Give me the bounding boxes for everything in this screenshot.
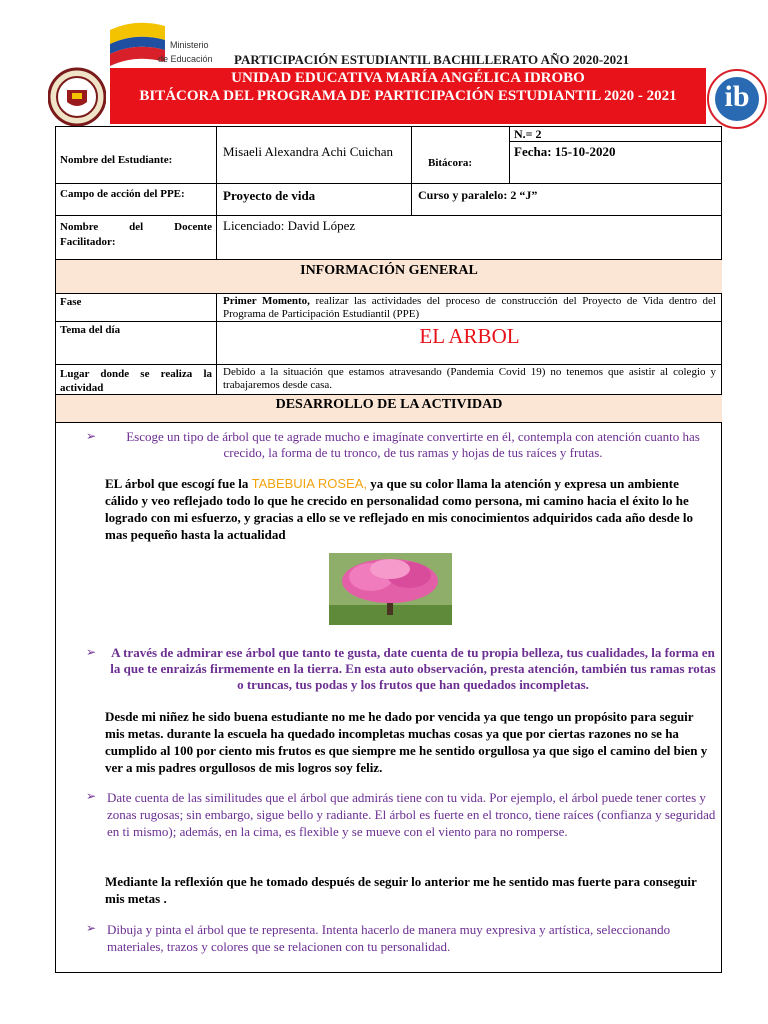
question-3 [86,789,716,840]
fase-value [217,294,722,322]
arrow-bullet-icon: ➢ [86,429,97,443]
arrow-bullet-icon: ➢ [86,645,97,659]
ib-logo-text: ib [724,80,750,113]
bitacora-date: Fecha: 15-10-2020 [510,142,722,184]
fase-label: Fase [56,294,217,322]
title-banner [110,68,706,124]
campo-value: Proyecto de vida [217,184,412,216]
top-title: PARTICIPACIÓN ESTUDIANTIL BACHILLERATO AÑO 2020-2021 [234,52,630,67]
pink-tree-photo [329,553,452,625]
answer-1-tree: TABEBUIA ROSEA, [251,476,367,491]
fase-bold: Primer Momento, [223,295,310,307]
arrow-bullet-icon: ➢ [86,921,97,935]
ministerio-text-1: Ministerio [170,40,209,50]
docente-label: Nombre del Docente Facilitador: [56,216,217,260]
answer-1-pre: EL árbol que escogí fue la [105,476,252,491]
docente-value: Licenciado: David López [217,216,722,260]
answer-1-post: ya que su color llama la atención y expresa un ambiente cálido y veo reflejado todo lo que he crecido en personalidad como persona, mi camino hacia el éxito lo he logrado con mi esfuerzo, y gracias a ello se ve reflejado en mis conocimientos adquiridos cada año desde lo mas pequeño hasta la actualidad [105,476,693,542]
activity-area [55,422,722,973]
fase-text: realizar las actividades del proceso de construcción del Proyecto de Vida dentro del Programa de Participación Estudiantil (PPE) [223,295,716,320]
lugar-label: Lugar donde se realiza la actividad [56,365,217,395]
ib-logo [706,68,768,130]
school-name: UNIDAD EDUCATIVA MARÍA ANGÉLICA IDROBO [231,70,585,86]
answer-1 [105,475,695,543]
curso-label: Curso y paralelo: 2 “J” [412,184,722,216]
ministerio-educacion-logo [110,18,230,66]
campo-label: Campo de acción del PPE: [56,184,217,216]
question-2 [86,645,716,693]
bitacora-label: Bitácora: [412,127,510,184]
answer-3: Mediante la reflexión que he tomado después de seguir lo anterior me he sentido mas fuerte para conseguir mis metas . [105,874,697,906]
question-3-text: Date cuenta de las similitudes que el árbol que admirás tiene con tu vida. Por ejemplo, el árbol puede tener cortes y zonas rugosas; sin embargo, sigue bello y radiante. El árbol es fuerte en el tronco, tiene raíces (confianza y seguridad en ti mismo); además, en la cima, es flexible y se mueve con el viento para no romperse. [107,790,716,839]
program-title: BITÁCORA DEL PROGRAMA DE PARTICIPACIÓN ESTUDIANTIL 2020 - 2021 [139,88,677,104]
school-crest-logo [48,66,106,128]
form-table [55,126,722,422]
question-1-text: Escoge un tipo de árbol que te agrade mucho e imagínate convertirte en él, contempla con atención cuanto has crecido, la forma de tu tronco, de tus ramas y hojas de tus raíces y frutas. [126,429,700,460]
desarrollo-title: DESARROLLO DE LA ACTIVIDAD [56,395,722,422]
info-general-title: INFORMACIÓN GENERAL [56,260,722,294]
answer-2: Desde mi niñez he sido buena estudiante no me he dado por vencida ya que tengo un propósito para seguir mis metas. durante la escuela ha quedado incompletas muchas cosas ya que por ciertas razones no se ha cumplido al 100 por ciento mis frutos es que siempre me he sentido orgullosa ya que sigo el camino del bien y ver a mis padres orgullosos de mis logros soy feliz. [105,709,708,775]
question-4-text: Dibuja y pinta el árbol que te representa. Intenta hacerlo de manera muy expresiva y artística, seleccionando materiales, trazos y colores que se relacionen con tu personalidad. [107,922,671,954]
question-2-text: A través de admirar ese árbol que tanto te gusta, date cuenta de tu propia belleza, tus cualidades, la forma en la que te enraizás firmemente en la tierra. En esta auto observación, presta atención, también tus ramas rotas o truncas, tus podas y los frutos que han quedados incompletas. [110,645,716,692]
arrow-bullet-icon: ➢ [86,789,97,803]
student-label: Nombre del Estudiante: [56,127,217,184]
question-4 [86,921,716,955]
student-name: Misaeli Alexandra Achi Cuichan [217,127,412,184]
bitacora-number: N.= 2 [510,127,722,142]
ministerio-text-2: de Educación [158,54,213,64]
tema-label: Tema del día [56,322,217,365]
tema-value: EL ARBOL [217,322,722,365]
question-1 [86,429,716,461]
lugar-value: Debido a la situación que estamos atravesando (Pandemia Covid 19) no tenemos que asistir al colegio y trabajaremos desde casa. [217,365,722,395]
